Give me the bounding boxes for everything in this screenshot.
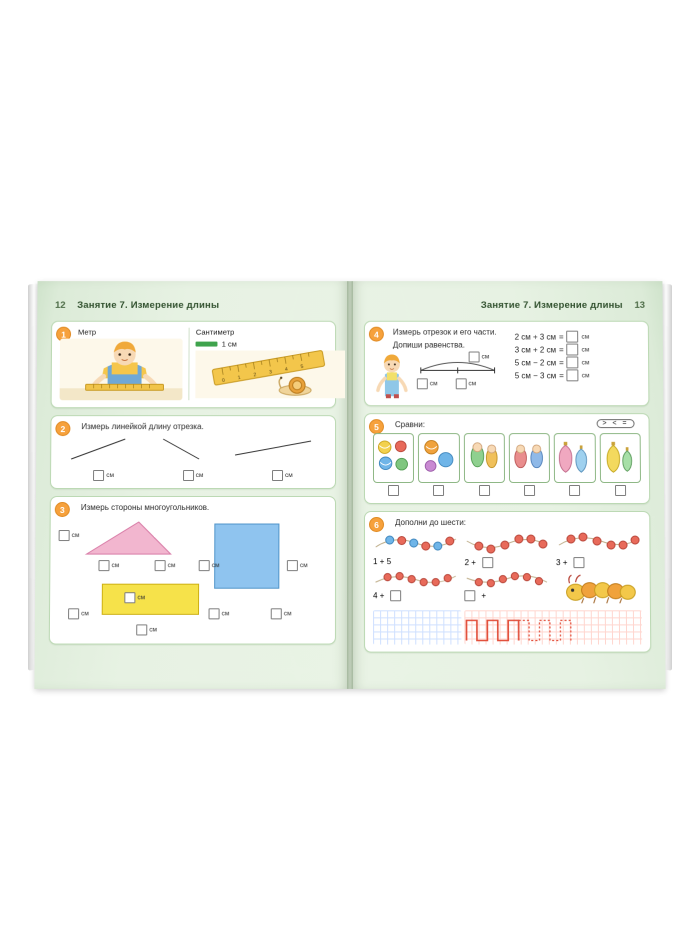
unit-label: см: [195, 472, 204, 480]
answer-box[interactable]: [272, 470, 283, 481]
answer-box-compare-4[interactable]: [524, 485, 535, 496]
task-number-6: 6: [369, 517, 384, 532]
task-5-groups: [373, 433, 641, 483]
bead-label-3: [556, 557, 642, 568]
answer-box[interactable]: [287, 560, 298, 571]
sum-label: +: [481, 591, 487, 601]
right-page: [350, 281, 666, 689]
unit-label: см: [221, 610, 230, 618]
answer-box[interactable]: [199, 560, 210, 571]
bead-string-4: [373, 570, 458, 604]
equation-row-1: [515, 331, 640, 343]
bead-label-5: [464, 590, 549, 601]
answer-box[interactable]: [271, 608, 282, 619]
answer-field-3-5[interactable]: [287, 560, 308, 571]
equals-sign: =: [558, 345, 564, 355]
page-title-left: Занятие 7. Измерение длины: [77, 299, 220, 311]
task-2-instruction: Измерь линейкой длину отрезка.: [81, 422, 204, 432]
compare-cell-ornaments-right: [599, 433, 641, 483]
task-4-instruction-line1: Измерь отрезок и его части.: [392, 327, 497, 337]
task-5-instruction: Сравни:: [394, 420, 425, 430]
answer-box-compare-1[interactable]: [388, 485, 399, 496]
answer-field-2-2[interactable]: [183, 470, 204, 481]
open-workbook: [36, 268, 664, 698]
unit-label: см: [167, 562, 176, 570]
bead-label-4: [373, 590, 458, 601]
answer-box[interactable]: [567, 331, 579, 343]
answer-field-4-part2[interactable]: [455, 378, 476, 389]
task-2-segments: [59, 435, 327, 469]
centimetre-column: [189, 328, 340, 401]
answer-box[interactable]: [567, 356, 579, 368]
answer-box[interactable]: [124, 592, 135, 603]
answer-field-3-4[interactable]: [199, 560, 220, 571]
equation-row-3: [515, 356, 640, 368]
answer-box[interactable]: [155, 560, 166, 571]
unit-label: см: [81, 610, 89, 618]
equation-left: 5 см − 2 см: [514, 357, 557, 367]
task-6-row-1: [373, 531, 642, 568]
answer-field-2-3[interactable]: [272, 470, 293, 481]
task-5-answer-boxes: [373, 485, 641, 496]
svg-text:1: 1: [237, 374, 242, 382]
sum-label: 1 + 5: [373, 557, 392, 567]
unit-label: см: [284, 472, 293, 480]
compare-cell-dolls-right: [509, 433, 551, 483]
answer-box[interactable]: [567, 344, 579, 356]
illustration-boy-with-metre-stick: [60, 339, 183, 401]
answer-box-compare-6[interactable]: [615, 485, 626, 496]
answer-field-3-1[interactable]: [59, 530, 80, 541]
task-number-1: 1: [56, 327, 71, 342]
task-3-figures: [58, 516, 327, 636]
task-card-5: [364, 413, 650, 504]
illustration-girl: [373, 353, 411, 399]
bead-string-3: [556, 531, 642, 568]
equation-left: 5 см − 3 см: [514, 370, 557, 380]
task-card-4: [364, 321, 649, 406]
answer-box[interactable]: [136, 624, 147, 635]
svg-text:3: 3: [269, 369, 273, 376]
task-2-answer-row: [59, 470, 327, 481]
label-metre: Метр: [78, 327, 97, 337]
page-title-right: Занятие 7. Измерение длины: [480, 299, 623, 311]
bead-string-5: [464, 570, 549, 604]
svg-text:4: 4: [284, 366, 289, 373]
answer-box[interactable]: [455, 378, 466, 389]
answer-field-4-part1[interactable]: [417, 378, 438, 389]
equation-row-2: [515, 344, 640, 356]
answer-box[interactable]: [567, 369, 579, 381]
one-cm-segment: [196, 342, 218, 347]
right-page-header: [364, 297, 649, 313]
svg-text:2: 2: [253, 372, 258, 379]
left-page: [34, 281, 350, 689]
unit-label: см: [71, 532, 80, 540]
answer-box[interactable]: [183, 470, 194, 481]
illustration-ruler-with-snail: [196, 351, 340, 399]
illustration-caterpillar: [555, 570, 641, 604]
task-6-instruction: Дополни до шести:: [395, 518, 467, 528]
bead-label-2: [465, 557, 551, 568]
answer-box[interactable]: [573, 557, 584, 568]
metre-column: [60, 328, 183, 401]
task-number-2: 2: [55, 421, 70, 436]
label-centimetre: Сантиметр: [195, 327, 235, 337]
answer-box[interactable]: [68, 608, 79, 619]
one-cm-label: 1 см: [221, 339, 237, 349]
compare-cell-ornaments-left: [554, 433, 596, 483]
unit-label: см: [111, 562, 120, 570]
equals-sign: =: [559, 370, 564, 380]
unit-label: см: [581, 358, 590, 366]
unit-label: см: [581, 333, 590, 341]
answer-field-3-3[interactable]: [155, 560, 176, 571]
operators-badge: > < =: [596, 419, 634, 428]
task-card-3: [49, 496, 336, 645]
figure-square: [209, 520, 295, 596]
answer-box[interactable]: [59, 530, 70, 541]
task-card-2: [50, 415, 336, 489]
compare-cell-dolls-left: [464, 433, 505, 483]
unit-label: см: [429, 380, 438, 388]
answer-box[interactable]: [390, 590, 401, 601]
bead-label-1: [373, 557, 459, 566]
sum-label: 4 +: [373, 591, 385, 601]
left-page-header: [51, 297, 336, 313]
answer-field-3-7[interactable]: [68, 608, 89, 619]
answer-box[interactable]: [464, 590, 475, 601]
figure-rectangle: [98, 580, 209, 622]
answer-box-compare-2[interactable]: [433, 485, 444, 496]
bead-string-1: [373, 531, 459, 568]
task-number-4: 4: [369, 327, 384, 342]
equation-left: 3 см + 2 см: [514, 345, 557, 355]
answer-box[interactable]: [482, 557, 493, 568]
answer-box-compare-5[interactable]: [569, 485, 580, 496]
task-number-5: 5: [369, 419, 384, 434]
page-number-right: 13: [634, 299, 645, 311]
page-number-left: 12: [54, 299, 66, 311]
unit-label: см: [106, 472, 115, 480]
answer-box[interactable]: [93, 470, 104, 481]
equals-sign: =: [558, 332, 564, 342]
unit-label: см: [581, 371, 590, 379]
equation-left: 2 см + 3 см: [514, 332, 556, 342]
task-6-writing-grid: [373, 607, 642, 644]
unit-label: см: [299, 562, 308, 570]
svg-text:5: 5: [300, 363, 305, 371]
answer-field-3-6[interactable]: [124, 592, 145, 603]
task-card-6: [364, 511, 651, 653]
answer-box[interactable]: [417, 378, 428, 389]
unit-label: см: [211, 562, 220, 570]
answer-box[interactable]: [209, 608, 220, 619]
task-4-segment-with-arc: [415, 353, 501, 379]
answer-field-2-1[interactable]: [93, 470, 114, 481]
answer-field-3-10[interactable]: [136, 624, 157, 635]
writing-grid-pink[interactable]: [465, 610, 642, 644]
answer-field-3-2[interactable]: [98, 560, 119, 571]
answer-box[interactable]: [469, 352, 480, 363]
svg-text:0: 0: [221, 377, 226, 384]
unit-label: см: [137, 594, 146, 602]
unit-label: см: [581, 346, 590, 354]
task-card-1: [51, 321, 336, 408]
unit-label: см: [468, 380, 477, 388]
task-number-3: 3: [55, 502, 70, 517]
answer-field-3-9[interactable]: [271, 608, 292, 619]
sum-label: 3 +: [556, 558, 568, 568]
equals-sign: =: [559, 357, 564, 367]
compare-cell-balls-right: [418, 433, 459, 483]
answer-box-compare-3[interactable]: [479, 485, 490, 496]
unit-label: см: [149, 626, 158, 634]
task-4-instruction-line2: Допиши равенства.: [392, 340, 465, 350]
writing-grid-blue[interactable]: [373, 610, 462, 644]
compare-cell-balls-left: [373, 433, 414, 483]
task-6-row-2: [373, 570, 642, 604]
task-3-instruction: Измерь стороны многоугольников.: [80, 502, 210, 513]
answer-field-4-total[interactable]: [469, 352, 490, 363]
unit-label: см: [481, 353, 490, 361]
answer-field-3-8[interactable]: [209, 608, 230, 619]
answer-box[interactable]: [98, 560, 109, 571]
unit-label: см: [283, 610, 292, 618]
page-stack: [34, 281, 665, 689]
sum-label: 2 +: [464, 558, 476, 568]
figure-triangle: [83, 518, 175, 558]
equation-row-4: [515, 369, 640, 381]
book-spine: [347, 281, 353, 689]
bead-string-2: [464, 531, 550, 568]
